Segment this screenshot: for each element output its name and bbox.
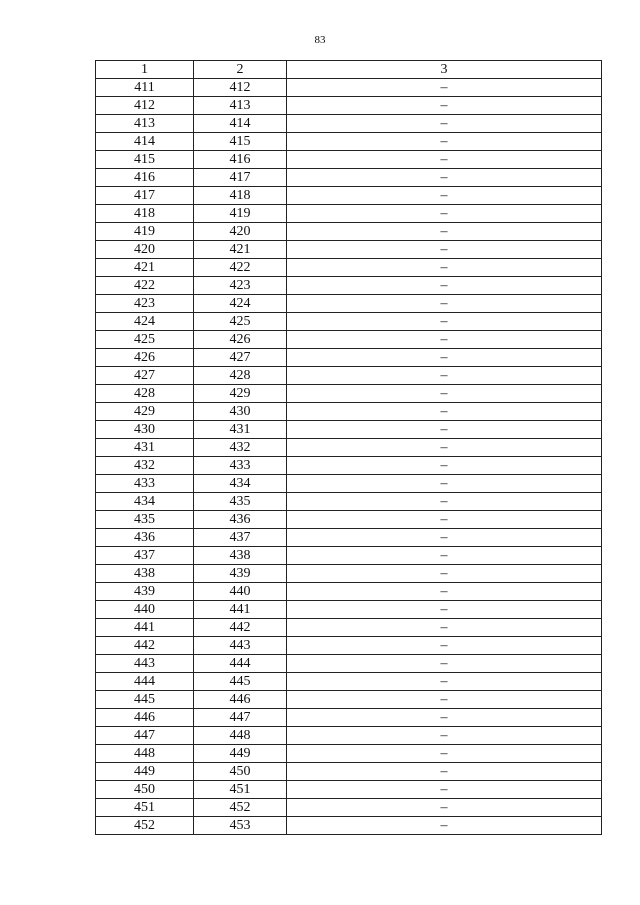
table-row [96,133,602,151]
table-cell-col-3: – [287,673,602,691]
table-row [96,385,602,403]
table-row [96,745,602,763]
table-cell-col-3: – [287,601,602,619]
table-cell-col-1: 449 [96,763,194,781]
table-cell-col-3: – [287,781,602,799]
table-cell-col-3: – [287,655,602,673]
table-row [96,673,602,691]
table-cell-col-2: 431 [194,421,287,439]
table-cell-col-3: – [287,133,602,151]
table-row [96,259,602,277]
table-cell-col-2: 415 [194,133,287,151]
table-cell-col-1: 451 [96,799,194,817]
table-cell-col-1: 413 [96,115,194,133]
table-cell-col-1: 425 [96,331,194,349]
table-row [96,619,602,637]
table-cell-col-1: 422 [96,277,194,295]
table-cell-col-2: 423 [194,277,287,295]
table-cell-col-2: 416 [194,151,287,169]
table-cell-col-1: 444 [96,673,194,691]
table-cell-col-3: – [287,331,602,349]
table-cell-col-2: 451 [194,781,287,799]
table-cell-col-1: 427 [96,367,194,385]
table-cell-col-2: 444 [194,655,287,673]
table-cell-col-1: 429 [96,403,194,421]
table-cell-col-1: 437 [96,547,194,565]
table-cell-col-3: – [287,637,602,655]
table-row [96,277,602,295]
table-cell-col-1: 411 [96,79,194,97]
table-cell-col-2: 450 [194,763,287,781]
table-cell-col-3: – [287,727,602,745]
table-cell-col-1: 448 [96,745,194,763]
table-cell-col-1: 452 [96,817,194,835]
table-row [96,115,602,133]
table-cell-col-1: 417 [96,187,194,205]
table-cell-col-2: 426 [194,331,287,349]
table-cell-col-1: 434 [96,493,194,511]
table-row [96,223,602,241]
table-row [96,655,602,673]
table-cell-col-1: 421 [96,259,194,277]
table-cell-col-2: 446 [194,691,287,709]
table-row [96,547,602,565]
table-row [96,763,602,781]
table-cell-col-2: 438 [194,547,287,565]
table-cell-col-3: – [287,277,602,295]
table-cell-col-3: – [287,691,602,709]
table-body [96,79,602,835]
table-cell-col-3: – [287,421,602,439]
table-cell-col-2: 417 [194,169,287,187]
table-cell-col-3: – [287,709,602,727]
table-cell-col-2: 435 [194,493,287,511]
table-row [96,691,602,709]
table-cell-col-1: 439 [96,583,194,601]
table-cell-col-3: – [287,385,602,403]
table-cell-col-1: 418 [96,205,194,223]
table-cell-col-2: 448 [194,727,287,745]
table-row [96,511,602,529]
table-row [96,637,602,655]
table-row [96,781,602,799]
table-cell-col-3: – [287,313,602,331]
table-cell-col-2: 441 [194,601,287,619]
table-cell-col-1: 438 [96,565,194,583]
table-header [96,61,602,79]
table-cell-col-2: 440 [194,583,287,601]
table-row [96,241,602,259]
table-cell-col-1: 440 [96,601,194,619]
table-cell-col-3: – [287,799,602,817]
table-cell-col-2: 424 [194,295,287,313]
table-row [96,709,602,727]
table-row [96,565,602,583]
table-row [96,331,602,349]
table-cell-col-1: 414 [96,133,194,151]
table-cell-col-3: – [287,583,602,601]
table-cell-col-1: 436 [96,529,194,547]
table-cell-col-1: 433 [96,475,194,493]
table-row [96,439,602,457]
table-cell-col-1: 450 [96,781,194,799]
table-cell-col-1: 415 [96,151,194,169]
table-row [96,367,602,385]
table-cell-col-3: – [287,115,602,133]
table-cell-col-2: 434 [194,475,287,493]
table-row [96,97,602,115]
table-cell-col-2: 439 [194,565,287,583]
table-cell-col-3: – [287,349,602,367]
table-cell-col-2: 412 [194,79,287,97]
table-cell-col-2: 418 [194,187,287,205]
table-row [96,817,602,835]
column-header-2: 2 [194,61,287,79]
table-cell-col-3: – [287,439,602,457]
table-cell-col-3: – [287,169,602,187]
table-cell-col-1: 419 [96,223,194,241]
table-row [96,601,602,619]
table-cell-col-2: 445 [194,673,287,691]
table-row [96,169,602,187]
table-row [96,313,602,331]
table-cell-col-1: 442 [96,637,194,655]
table-cell-col-2: 442 [194,619,287,637]
page-number: 83 [314,34,326,46]
table-cell-col-2: 421 [194,241,287,259]
table-row [96,529,602,547]
table-cell-col-3: – [287,205,602,223]
table-cell-col-2: 433 [194,457,287,475]
table-cell-col-2: 427 [194,349,287,367]
table-row [96,403,602,421]
table-cell-col-2: 428 [194,367,287,385]
table-cell-col-2: 432 [194,439,287,457]
table-cell-col-3: – [287,511,602,529]
table-cell-col-3: – [287,241,602,259]
table-cell-col-2: 422 [194,259,287,277]
table-cell-col-3: – [287,295,602,313]
table-cell-col-2: 452 [194,799,287,817]
table-cell-col-2: 443 [194,637,287,655]
table-cell-col-2: 447 [194,709,287,727]
table-cell-col-1: 445 [96,691,194,709]
table-cell-col-1: 426 [96,349,194,367]
table-cell-col-2: 429 [194,385,287,403]
table-row [96,457,602,475]
table-row [96,799,602,817]
table-row [96,727,602,745]
table-cell-col-3: – [287,493,602,511]
table-cell-col-2: 419 [194,205,287,223]
table-row [96,493,602,511]
column-header-3: 3 [287,61,602,79]
table-cell-col-1: 446 [96,709,194,727]
table-cell-col-2: 436 [194,511,287,529]
table-cell-col-1: 420 [96,241,194,259]
table-cell-col-1: 430 [96,421,194,439]
table-cell-col-3: – [287,367,602,385]
table-cell-col-3: – [287,223,602,241]
table-cell-col-3: – [287,97,602,115]
table-cell-col-2: 420 [194,223,287,241]
table-cell-col-1: 447 [96,727,194,745]
table-cell-col-2: 414 [194,115,287,133]
table-cell-col-2: 453 [194,817,287,835]
table-row [96,349,602,367]
table-cell-col-2: 449 [194,745,287,763]
table-cell-col-1: 443 [96,655,194,673]
table-row [96,475,602,493]
table-cell-col-3: – [287,529,602,547]
table-cell-col-3: – [287,745,602,763]
table-cell-col-1: 432 [96,457,194,475]
table-cell-col-3: – [287,151,602,169]
table-row [96,79,602,97]
table-cell-col-2: 425 [194,313,287,331]
table-cell-col-1: 423 [96,295,194,313]
table-cell-col-2: 430 [194,403,287,421]
table-cell-col-3: – [287,259,602,277]
table-cell-col-1: 416 [96,169,194,187]
table-cell-col-2: 413 [194,97,287,115]
table-cell-col-1: 431 [96,439,194,457]
table-cell-col-3: – [287,619,602,637]
table-cell-col-3: – [287,817,602,835]
table-cell-col-1: 435 [96,511,194,529]
table-cell-col-1: 424 [96,313,194,331]
table-row [96,205,602,223]
table-row [96,421,602,439]
table-cell-col-3: – [287,547,602,565]
table-cell-col-3: – [287,457,602,475]
table-cell-col-3: – [287,763,602,781]
table-header-row [96,61,602,79]
table-row [96,151,602,169]
table-cell-col-3: – [287,565,602,583]
table-cell-col-3: – [287,79,602,97]
table-cell-col-3: – [287,475,602,493]
table-cell-col-1: 428 [96,385,194,403]
column-header-1: 1 [96,61,194,79]
table-cell-col-2: 437 [194,529,287,547]
data-table [95,60,602,835]
table-cell-col-3: – [287,187,602,205]
table-cell-col-1: 441 [96,619,194,637]
table-cell-col-1: 412 [96,97,194,115]
table-row [96,187,602,205]
table-cell-col-3: – [287,403,602,421]
table-row [96,295,602,313]
data-table-container [95,60,602,835]
table-row [96,583,602,601]
